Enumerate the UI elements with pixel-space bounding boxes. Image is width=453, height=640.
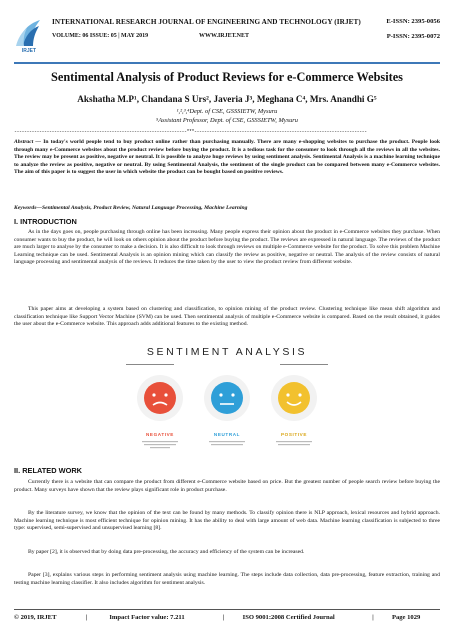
- header-divider: [14, 62, 440, 64]
- footer-impact-factor: Impact Factor value: 7.211: [109, 614, 185, 621]
- keywords: Keywords—Sentimental Analysis, Product Review, Natural Language Processing, Machine Learning: [14, 205, 248, 211]
- logo-text: IRJET: [21, 48, 37, 54]
- affiliation-2: ⁵Assistant Professor, Dept. of CSE, GSSSIETW, Mysuru: [156, 117, 298, 124]
- caption-placeholders: [124, 440, 330, 450]
- footer-sep-1: |: [85, 614, 88, 621]
- journal-website: WWW.IRJET.NET: [199, 33, 250, 39]
- page-footer: [14, 614, 440, 621]
- abstract-label: Abstract —: [14, 139, 42, 145]
- footer-iso: ISO 9001:2008 Certified Journal: [242, 614, 335, 621]
- figure-rule-left: [126, 364, 174, 365]
- sentiment-analysis-figure: [124, 346, 330, 452]
- footer-sep-3: |: [372, 614, 374, 621]
- journal-header: [14, 12, 440, 58]
- pissn: P-ISSN: 2395-0072: [386, 33, 440, 40]
- footer-copyright: © 2019, IRJET: [14, 614, 57, 621]
- volume-info: VOLUME: 06 ISSUE: 05 | MAY 2019: [52, 33, 149, 39]
- intro-paragraph-1: As in the days goes on, people purchasing through online has been increasing. Many people express their opinion about the product in e-Commerce websites they purchase. When consumer wants to buy the product, he will look on others opinion about the product before buying the product. The reviews are expressed in natural language. The reviews of the product are much larger to analyse by the consumer to make a decision. It is also difficult to look through reviews on multiple e-Commerce website for the product. To solve this problem Machine Learning technique can be used. Sentimental Analysis is an opinion mining which can classify the review as positive, negative or neutral. The analysis of the review consists of natural language processing and sentimental analysis of the reviews. It reduces the time taken by the user to view the product review from different website.: [14, 229, 440, 266]
- footer-page-number: Page 1029: [391, 614, 421, 621]
- negative-face-icon: [137, 375, 183, 421]
- separator: ---------------------------------------------------------------------***---------------------------------------------------------------------: [14, 129, 367, 135]
- figure-rule-right: [280, 364, 328, 365]
- related-paragraph-4: Paper [3], explains various steps in performing sentiment analysis using machine learning. The steps include data collection, data pre-processing, feature extraction, training and testing machine learning classifier. It also includes algorithm for sentiment analysis.: [14, 572, 440, 586]
- positive-label: POSITIVE: [281, 432, 307, 437]
- intro-paragraph-2: This paper aims at developing a system based on clustering and classification, to opinion mining of the product review. Clustering technique like mean shift algorithm and classification technique like Support Vector Machine (SVM) can be used. Then sentimental analysis of multiple e-Commerce website is compared. Based on the result obtained, it guides the user about the e-Commerce website. This approach adds additional features to the existing method.: [14, 306, 440, 328]
- eissn: E-ISSN: 2395-0056: [386, 18, 440, 25]
- sentiment-faces: [124, 370, 330, 432]
- section-heading-introduction: I. INTRODUCTION: [14, 217, 77, 226]
- neutral-face-icon: [204, 375, 250, 421]
- paper-title: Sentimental Analysis of Product Reviews for e-Commerce Websites: [51, 70, 403, 84]
- negative-label: NEGATIVE: [146, 432, 174, 437]
- related-paragraph-2: By the literature survey, we know that the opinion of the text can be found by many methods. To classify opinion there is NLP approach, lexical resources and hybrid approach. Machine learning technique is most efficient technique for opinion mining. It has the ability to deal with large amount of web data. Machine learning classification is subjected to three type: supervised, semi-supervised and unsupervised learning [8].: [14, 510, 440, 532]
- figure-title: SENTIMENT ANALYSIS: [146, 346, 308, 358]
- affiliation-1: ¹,²,³,⁴Dept. of CSE, GSSSIETW, Mysuru: [176, 108, 278, 115]
- related-paragraph-3: By paper [2], it is observed that by doing data pre-processing, the accuracy and efficiency of the system can be increased.: [28, 549, 305, 555]
- abstract-text: In today's world people tend to buy product online rather than purchasing manually. There are many e-shopping websites to purchase the product. People look through many e-Commerce websites about the product review before buying the product. It is a tedious task for the consumer to look through all the reviews in all the websites. The review may be present as positive, negative or neutral. It is possible to analyze huge reviews by using sentiment analysis. Sentimental Analysis is a machine learning technique to analyze the review as positive, negative or neutral. By using Sentimental Analysis, the sentiment of the single product can be compared between many e-Commerce websites. The aim of this paper is to suggest the user in which website the product can be bought based on positive reviews.: [14, 139, 440, 176]
- positive-face-icon: [271, 375, 317, 421]
- abstract: [14, 139, 440, 177]
- journal-title: INTERNATIONAL RESEARCH JOURNAL OF ENGINEERING AND TECHNOLOGY (IRJET): [52, 18, 361, 26]
- section-heading-related-work: II. RELATED WORK: [14, 466, 83, 475]
- related-paragraph-1: Currently there is a website that can compare the product from different e-Commerce website based on price. But the greatest number of people search review before buying the product. Many surveys have shown that the review plays significant role in product purchase.: [14, 479, 440, 493]
- neutral-label: NEUTRAL: [213, 432, 241, 437]
- irjet-logo-icon: [14, 16, 44, 50]
- footer-sep-2: |: [222, 614, 225, 621]
- paper-authors: Akshatha M.P¹, Chandana S Urs², Javeria J³, Meghana C⁴, Mrs. Anandhi G⁵: [77, 94, 377, 104]
- footer-divider: [14, 609, 440, 610]
